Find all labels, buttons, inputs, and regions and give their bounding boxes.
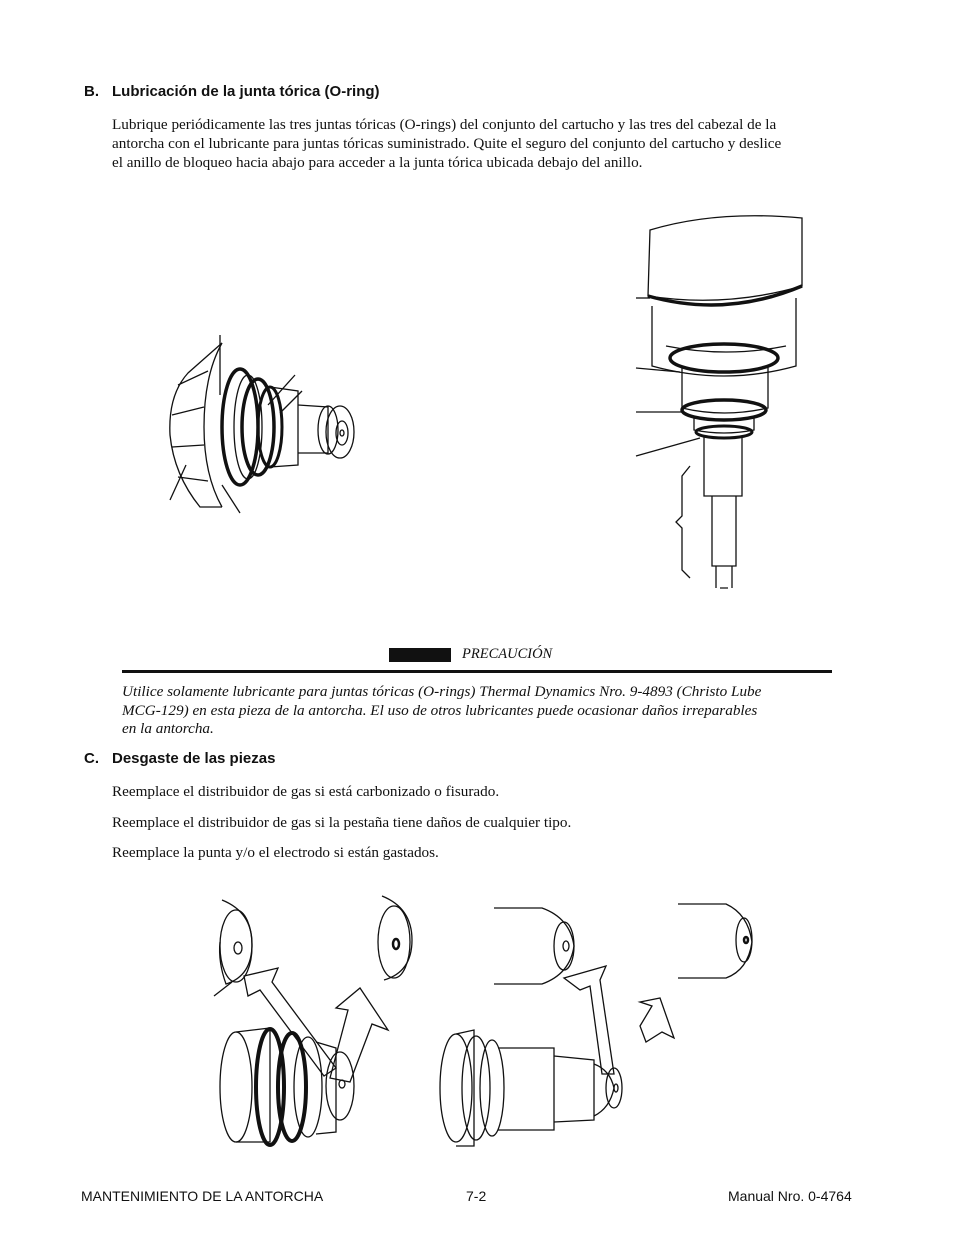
caution-text xyxy=(122,683,842,739)
section-c-item-3: Reemplace la punta y/o el electrodo si están gastados. xyxy=(112,844,439,861)
caution-bar xyxy=(389,648,451,662)
section-b-letter: B. xyxy=(84,83,99,100)
cartridge-assembly-illustration xyxy=(160,335,360,515)
section-c-title: Desgaste de las piezas xyxy=(112,750,276,767)
section-c-heading xyxy=(84,750,275,767)
section-b-line-3: el anillo de bloqueo hacia abajo para acceder a la junta tórica ubicada debajo del anillo. xyxy=(112,154,643,171)
caution-line-3: en la antorcha. xyxy=(122,720,214,737)
footer-manual-number: Manual Nro. 0-4764 xyxy=(728,1188,852,1204)
caution-line-2: MCG-129) en esta pieza de la antorcha. El uso de otros lubricantes puede ocasionar daños irreparables xyxy=(122,701,758,719)
section-b-line-2: antorcha con el lubricante para juntas tóricas suministrado. Quite el seguro del conjunto del cartucho y deslice xyxy=(112,135,782,152)
section-c-letter: C. xyxy=(84,750,99,767)
section-b-heading xyxy=(84,83,380,100)
section-c-item-2: Reemplace el distribuidor de gas si la pestaña tiene daños de cualquier tipo. xyxy=(112,814,572,831)
caution-label: PRECAUCIÓN xyxy=(462,646,553,662)
section-c-item-1: Reemplace el distribuidor de gas si está carbonizado o fisurado. xyxy=(112,783,500,800)
torch-head-illustration xyxy=(636,216,806,596)
caution-line-1: Utilice solamente lubricante para juntas tóricas (O-rings) Thermal Dynamics Nro. 9-4893 (Christo Lube xyxy=(122,683,762,700)
gas-distributor-wear-illustration xyxy=(212,892,422,1147)
section-b-line-1: Lubrique periódicamente las tres juntas tóricas (O-rings) del conjunto del cartucho y las tres del cabezal de la xyxy=(112,116,777,133)
section-b-paragraph xyxy=(112,115,892,172)
footer-page-number: 7-2 xyxy=(466,1188,487,1204)
footer-section-title: MANTENIMIENTO DE LA ANTORCHA xyxy=(81,1188,324,1204)
tip-wear-illustration xyxy=(434,898,764,1148)
caution-divider xyxy=(122,670,832,673)
section-b-title: Lubricación de la junta tórica (O-ring) xyxy=(112,83,380,100)
